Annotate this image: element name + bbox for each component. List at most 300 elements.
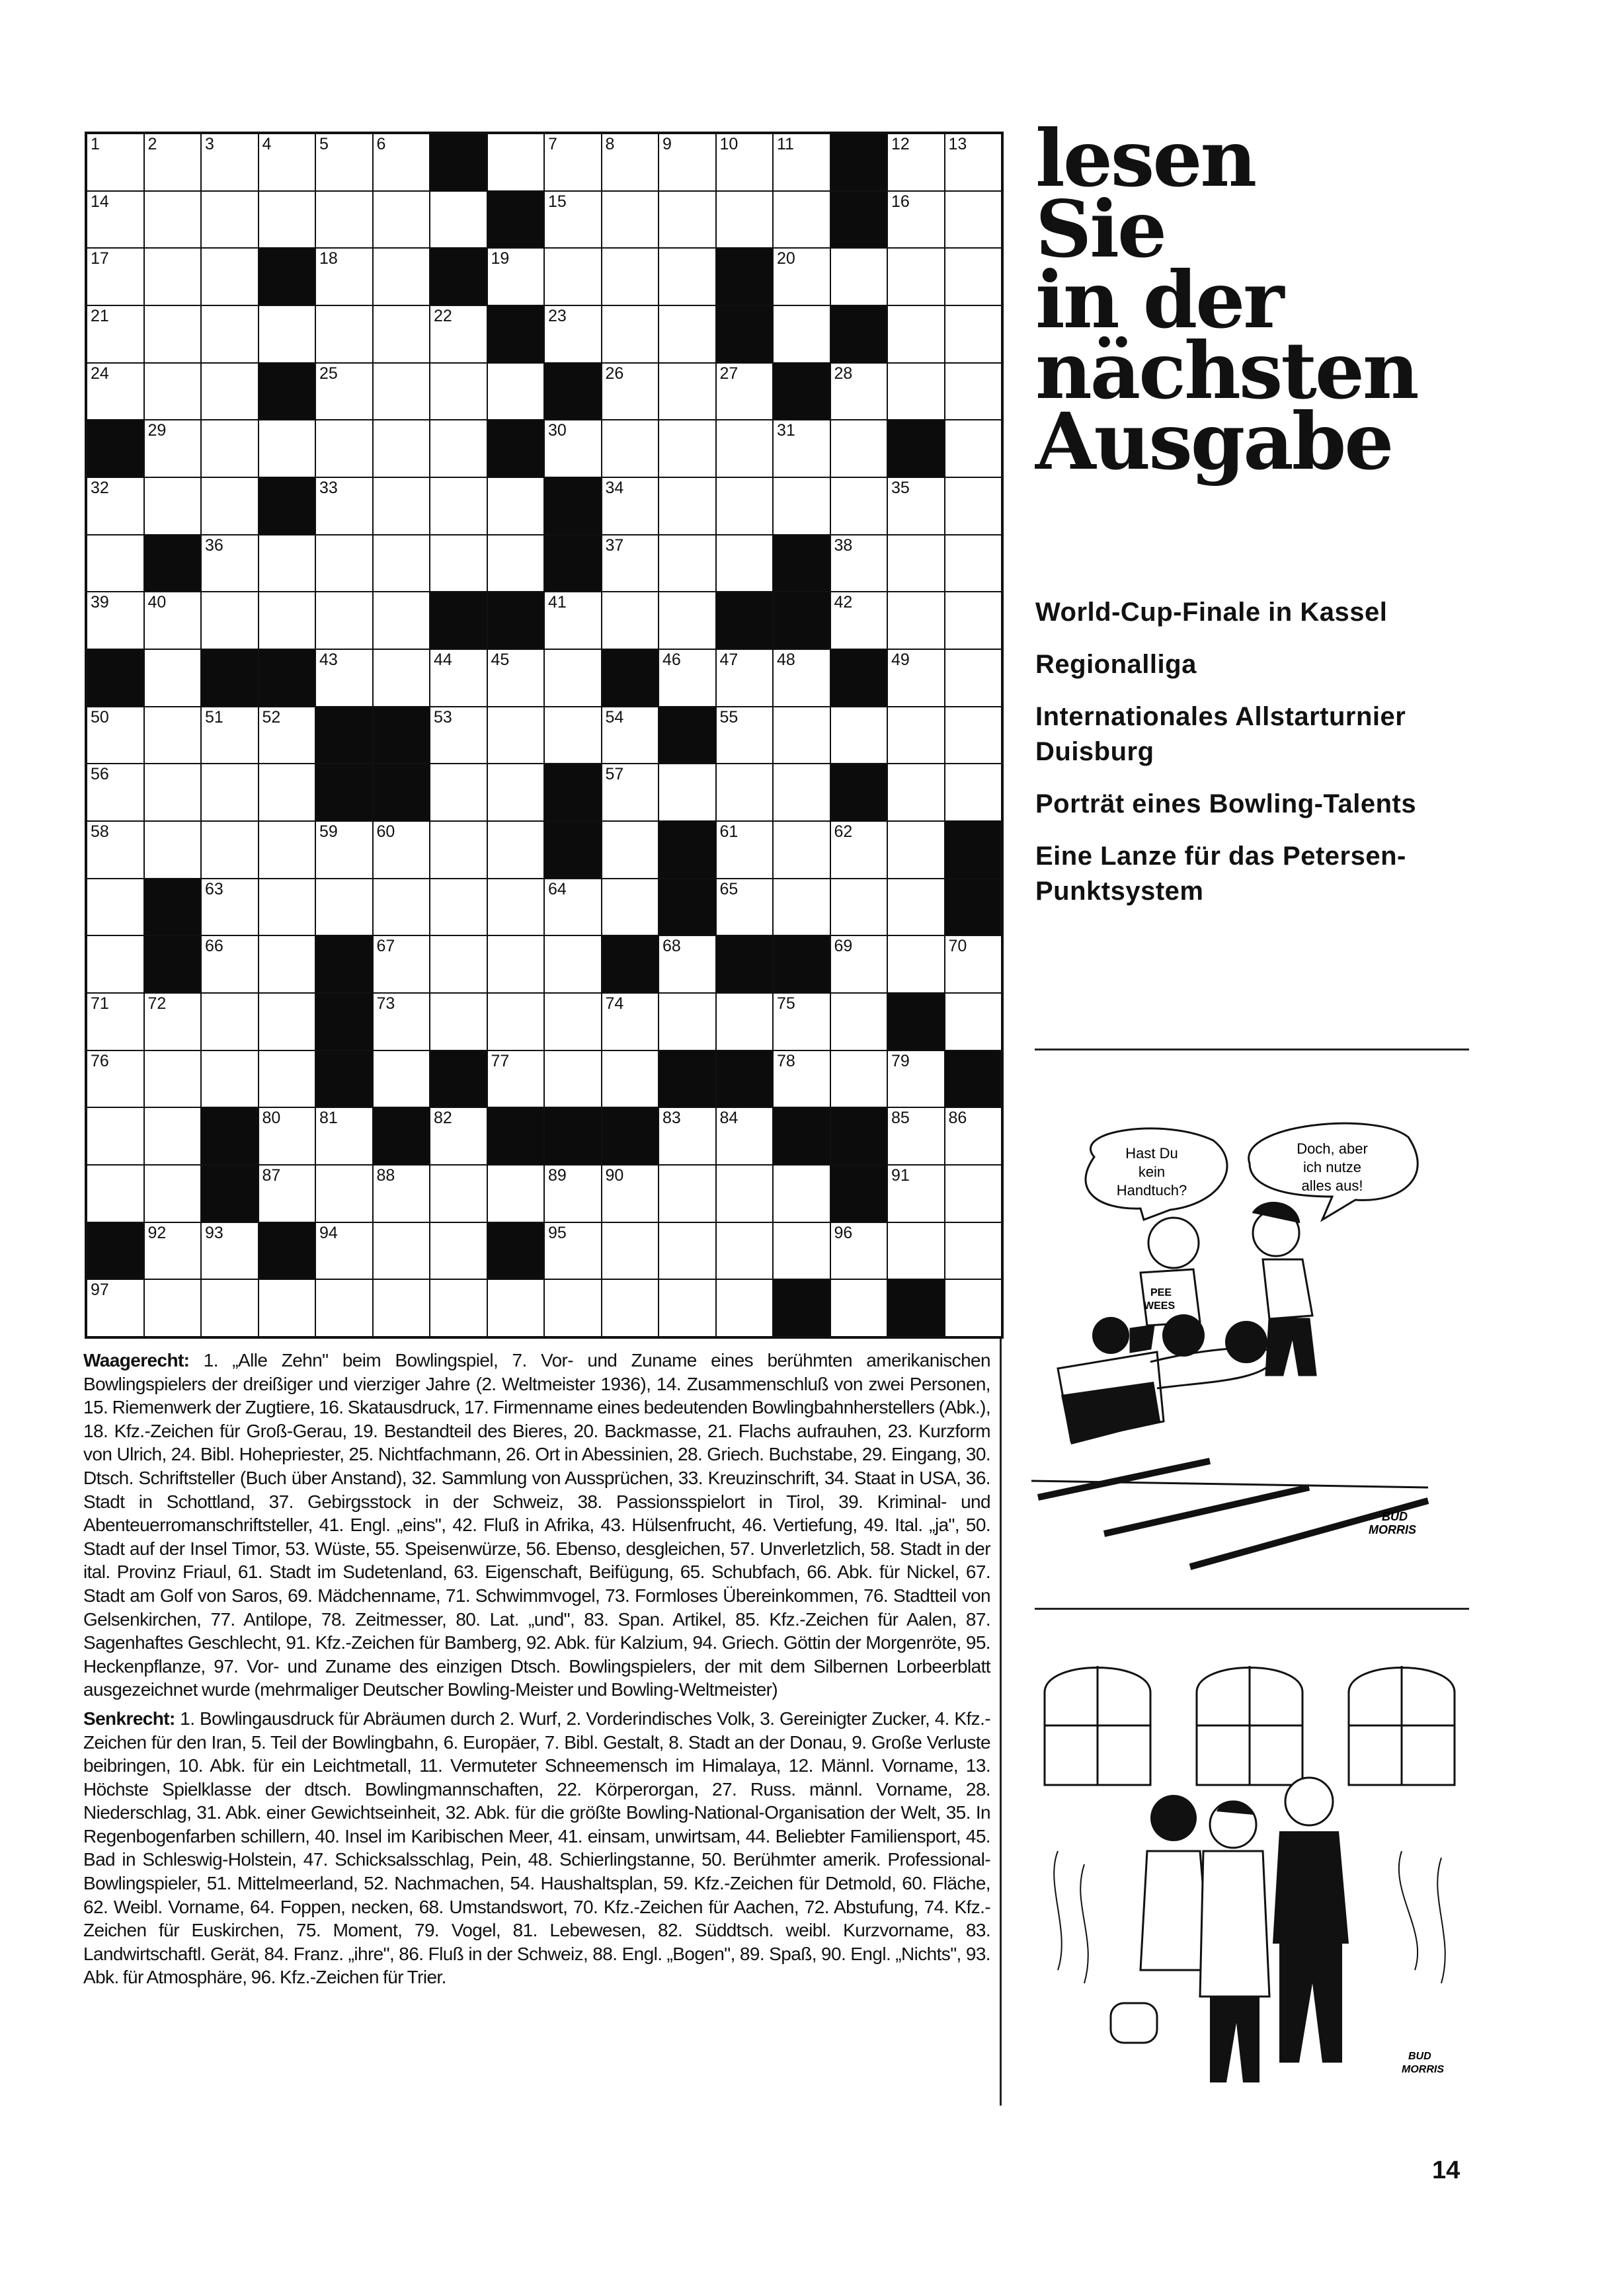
crossword-cell[interactable]: [87, 249, 143, 305]
crossword-cell[interactable]: [831, 1280, 887, 1336]
crossword-cell[interactable]: [888, 764, 944, 820]
across-text: 1. „Alle Zehn" beim Bowlingspiel, 7. Vor- und Zuname eines berühmten amerikanischen Bowlingspielers der dreißiger und vierziger Jahre (2. Weltmeister 1936), 14. Zusammenschluß von zwei Personen, 15. Riemenwerk der Zugtiere, 16. Skatausdruck, 17. Firmenname eines bedeutenden Bowlingbahnherstellers (Abk.), 18. Kfz.-Zeichen für Groß-Gerau, 19. Bestandteil des Bieres, 20. Backmasse, 21. Flachs aufrauhen, 23. Kurzform von Ulrich, 24. Bibl. Hohepriester, 25. Nichtfachmann, 26. Ort in Abessinien, 28. Griech. Buchstabe, 29. Eingang, 30. Dtsch. Schriftsteller (Buch über Anstand), 32. Sammlung von Aussprüchen, 33. Kreuzinschrift, 34. Staat in USA, 36. Stadt in Schottland, 37. Gebirgsstock in der Schweiz, 38. Passionsspielort in Tirol, 39. Kriminal- und Abenteuerromanschriftsteller, 41. Engl. „eins", 42. Fluß in Afrika, 43. Hülsenfrucht, 46. Vertiefung, 49. Ital. „ja", 50. Stadt auf der Insel Timor, 53. Wüste, 55. Speisenwürze, 56. Ebenso, desgleichen, 57. Unverletzlich, 58. Stadt in der ital. Provinz Friaul, 61. Stadt im Sudetenland, 63. Eigenschaft, Beifügung, 65. Schubfach, 66. Abk. für Nickel, 67. Stadt am Golf von Saros, 69. Mädchenname, 71. Schwimmvogel, 73. Formloses Übereinkommen, 76. Stadtteil von Gelsenkirchen, 77. Antilope, 78. Zeitmesser, 80. Lat. „und", 83. Span. Artikel, 85. Kfz.-Zeichen für Aalen, 87. Sagenhaftes Geschlecht, 91. Kfz.-Zeichen für Bamberg, 92. Abk. für Kalzium, 94. Griech. Göttin der Morgenröte, 95. Heckenpflanze, 97. Vor- und Zuname des einzigen Dtsch. Bowlingspielers, der mit dem Silbernen Lorbeerblatt ausgezeichnet wurde (mehrmaliger Deutscher Bowling-Meister und Bowling-Weltmeister): [83, 1350, 990, 1700]
crossword-cell[interactable]: [259, 420, 315, 477]
crossword-cell[interactable]: [945, 306, 1002, 362]
crossword-cell[interactable]: [87, 592, 143, 649]
crossword-black-cell: [774, 936, 830, 992]
crossword-cell[interactable]: [202, 707, 258, 764]
crossword-cell[interactable]: [602, 994, 659, 1050]
crossword-cell[interactable]: [659, 249, 715, 305]
crossword-cell[interactable]: [430, 879, 487, 935]
crossword-cell[interactable]: [945, 1166, 1002, 1222]
crossword-cell[interactable]: [602, 134, 659, 190]
crossword-cell[interactable]: [888, 650, 944, 706]
crossword-cell[interactable]: [488, 822, 544, 878]
crossword-cell[interactable]: [717, 707, 773, 764]
crossword-cell[interactable]: [659, 134, 715, 190]
crossword-cell[interactable]: [888, 936, 944, 992]
crossword-cell[interactable]: [945, 1223, 1002, 1279]
crossword-cell[interactable]: [488, 879, 544, 935]
crossword-cell[interactable]: [831, 249, 887, 305]
crossword-black-cell: [87, 650, 143, 706]
crossword-cell[interactable]: [202, 764, 258, 820]
crossword-cell[interactable]: [945, 249, 1002, 305]
crossword-cell[interactable]: [145, 994, 201, 1050]
crossword-cell[interactable]: [316, 1108, 372, 1164]
crossword-cell[interactable]: [888, 1166, 944, 1222]
crossword-cell[interactable]: [430, 1108, 487, 1164]
crossword-cell[interactable]: [888, 535, 944, 592]
crossword-cell[interactable]: [945, 650, 1002, 706]
crossword-cell[interactable]: [374, 1280, 430, 1336]
crossword-cell[interactable]: [545, 650, 601, 706]
crossword-cell[interactable]: [145, 1166, 201, 1222]
crossword-cell[interactable]: [87, 822, 143, 878]
crossword-cell[interactable]: [717, 192, 773, 248]
crossword-cell[interactable]: [659, 192, 715, 248]
crossword-cell[interactable]: [316, 1223, 372, 1279]
crossword-cell[interactable]: [888, 1108, 944, 1164]
crossword-cell[interactable]: [602, 1166, 659, 1222]
crossword-cell[interactable]: [430, 936, 487, 992]
crossword-cell[interactable]: [545, 994, 601, 1050]
crossword-cell[interactable]: [831, 879, 887, 935]
crossword-cell[interactable]: [717, 1108, 773, 1164]
crossword-cell[interactable]: [945, 1280, 1002, 1336]
crossword-cell[interactable]: [488, 134, 544, 190]
crossword-cell[interactable]: [316, 592, 372, 649]
crossword-cell[interactable]: [145, 707, 201, 764]
clue-number: 10: [719, 135, 739, 153]
crossword-cell[interactable]: [602, 420, 659, 477]
crossword-cell[interactable]: [831, 420, 887, 477]
crossword-cell[interactable]: [488, 1280, 544, 1336]
crossword-cell[interactable]: [202, 535, 258, 592]
crossword-cell[interactable]: [202, 192, 258, 248]
crossword-cell[interactable]: [545, 249, 601, 305]
crossword-cell[interactable]: [374, 249, 430, 305]
crossword-cell[interactable]: [374, 1051, 430, 1107]
crossword-cell[interactable]: [374, 994, 430, 1050]
crossword-cell[interactable]: [602, 306, 659, 362]
crossword-cell[interactable]: [659, 592, 715, 649]
crossword-cell[interactable]: [888, 1051, 944, 1107]
crossword-cell[interactable]: [316, 1280, 372, 1336]
crossword-cell[interactable]: [145, 1051, 201, 1107]
crossword-cell[interactable]: [87, 535, 143, 592]
crossword-cell[interactable]: [488, 478, 544, 534]
crossword-cell[interactable]: [430, 707, 487, 764]
crossword-black-cell: [259, 364, 315, 420]
crossword-cell[interactable]: [831, 364, 887, 420]
crossword-cell[interactable]: [145, 420, 201, 477]
crossword-cell[interactable]: [945, 364, 1002, 420]
crossword-cell[interactable]: [774, 879, 830, 935]
crossword-cell[interactable]: [316, 535, 372, 592]
crossword-cell[interactable]: [316, 478, 372, 534]
crossword-cell[interactable]: [774, 1223, 830, 1279]
crossword-cell[interactable]: [202, 249, 258, 305]
crossword-cell[interactable]: [888, 364, 944, 420]
crossword-black-cell: [202, 1166, 258, 1222]
crossword-cell[interactable]: [430, 478, 487, 534]
crossword-cell[interactable]: [145, 249, 201, 305]
crossword-cell[interactable]: [717, 1166, 773, 1222]
crossword-cell[interactable]: [87, 936, 143, 992]
crossword-cell[interactable]: [545, 420, 601, 477]
clue-number: 83: [662, 1109, 681, 1128]
crossword-cell[interactable]: [202, 1280, 258, 1336]
crossword-cell[interactable]: [145, 1223, 201, 1279]
crossword-cell[interactable]: [316, 192, 372, 248]
crossword-cell[interactable]: [659, 535, 715, 592]
crossword-cell[interactable]: [145, 134, 201, 190]
crossword-cell[interactable]: [430, 364, 487, 420]
crossword-cell[interactable]: [602, 478, 659, 534]
crossword-cell[interactable]: [316, 249, 372, 305]
crossword-cell[interactable]: [202, 592, 258, 649]
crossword-cell[interactable]: [888, 192, 944, 248]
crossword-cell[interactable]: [202, 134, 258, 190]
crossword-cell[interactable]: [259, 306, 315, 362]
crossword-cell[interactable]: [831, 994, 887, 1050]
crossword-cell[interactable]: [545, 134, 601, 190]
crossword-cell[interactable]: [831, 1051, 887, 1107]
crossword-cell[interactable]: [87, 1051, 143, 1107]
crossword-cell[interactable]: [774, 306, 830, 362]
crossword-cell[interactable]: [945, 592, 1002, 649]
crossword-cell[interactable]: [488, 707, 544, 764]
crossword-cell[interactable]: [774, 650, 830, 706]
crossword-cell[interactable]: [430, 1223, 487, 1279]
crossword-cell[interactable]: [774, 994, 830, 1050]
crossword-cell[interactable]: [259, 134, 315, 190]
crossword-cell[interactable]: [145, 478, 201, 534]
crossword-cell[interactable]: [717, 1280, 773, 1336]
crossword-cell[interactable]: [87, 994, 143, 1050]
crossword-cell[interactable]: [145, 650, 201, 706]
crossword-cell[interactable]: [374, 478, 430, 534]
crossword-cell[interactable]: [717, 822, 773, 878]
crossword-cell[interactable]: [659, 936, 715, 992]
crossword-cell[interactable]: [774, 249, 830, 305]
crossword-cell[interactable]: [145, 1108, 201, 1164]
next-issue-heading: [1035, 112, 1418, 487]
crossword-cell[interactable]: [374, 936, 430, 992]
crossword-cell[interactable]: [545, 1280, 601, 1336]
crossword-cell[interactable]: [545, 879, 601, 935]
crossword-cell[interactable]: [659, 650, 715, 706]
lane-lines: [1031, 1461, 1428, 1567]
clue-number: 59: [319, 822, 338, 841]
crossword-cell[interactable]: [87, 1166, 143, 1222]
crossword-cell[interactable]: [945, 764, 1002, 820]
crossword-cell[interactable]: [374, 535, 430, 592]
crossword-cell[interactable]: [945, 535, 1002, 592]
crossword-cell[interactable]: [602, 879, 659, 935]
clue-number: 50: [91, 707, 109, 727]
crossword-cell[interactable]: [774, 478, 830, 534]
crossword-cell[interactable]: [945, 1108, 1002, 1164]
crossword-cell[interactable]: [316, 650, 372, 706]
crossword-cell[interactable]: [602, 1280, 659, 1336]
crossword-cell[interactable]: [831, 707, 887, 764]
crossword-cell[interactable]: [774, 134, 830, 190]
crossword-cell[interactable]: [888, 822, 944, 878]
crossword-cell[interactable]: [374, 1223, 430, 1279]
crossword-cell[interactable]: [888, 707, 944, 764]
crossword-cell[interactable]: [87, 478, 143, 534]
crossword-cell[interactable]: [202, 306, 258, 362]
crossword-cell[interactable]: [430, 420, 487, 477]
crossword-cell[interactable]: [545, 1166, 601, 1222]
crossword-cell[interactable]: [202, 994, 258, 1050]
crossword-cell[interactable]: [488, 1166, 544, 1222]
crossword-cell[interactable]: [87, 192, 143, 248]
crossword-cell[interactable]: [145, 364, 201, 420]
crossword-cell[interactable]: [831, 822, 887, 878]
crossword-cell[interactable]: [374, 650, 430, 706]
crossword-cell[interactable]: [202, 879, 258, 935]
crossword-cell[interactable]: [602, 249, 659, 305]
crossword-cell[interactable]: [374, 364, 430, 420]
clue-number: 32: [91, 478, 109, 497]
crossword-cell[interactable]: [717, 420, 773, 477]
crossword-cell[interactable]: [945, 478, 1002, 534]
crossword-cell[interactable]: [545, 936, 601, 992]
crossword-cell[interactable]: [430, 1166, 487, 1222]
crossword-cell[interactable]: [87, 364, 143, 420]
crossword-cell[interactable]: [316, 879, 372, 935]
crossword-cell[interactable]: [145, 306, 201, 362]
crossword-cell[interactable]: [659, 364, 715, 420]
crossword-cell[interactable]: [888, 478, 944, 534]
crossword-cell[interactable]: [430, 192, 487, 248]
crossword-cell[interactable]: [831, 592, 887, 649]
crossword-cell[interactable]: [488, 1051, 544, 1107]
crossword-cell[interactable]: [774, 707, 830, 764]
crossword-cell[interactable]: [202, 822, 258, 878]
artist-signature: MORRIS: [1402, 2064, 1444, 2075]
crossword-cell[interactable]: [602, 707, 659, 764]
crossword-cell[interactable]: [888, 249, 944, 305]
crossword-cell[interactable]: [259, 994, 315, 1050]
crossword-cell[interactable]: [87, 879, 143, 935]
heading-line: Ausgabe: [1035, 395, 1392, 487]
crossword-cell[interactable]: [945, 936, 1002, 992]
crossword-cell[interactable]: [717, 1223, 773, 1279]
crossword-cell[interactable]: [145, 592, 201, 649]
crossword-cell[interactable]: [602, 822, 659, 878]
crossword-cell[interactable]: [430, 535, 487, 592]
crossword-cell[interactable]: [202, 1051, 258, 1107]
crossword-cell[interactable]: [659, 994, 715, 1050]
clue-number: 35: [891, 478, 910, 497]
crossword-cell[interactable]: [374, 822, 430, 878]
crossword-cell[interactable]: [259, 822, 315, 878]
crossword-cell[interactable]: [259, 1280, 315, 1336]
crossword-cell[interactable]: [488, 650, 544, 706]
crossword-cell[interactable]: [717, 650, 773, 706]
crossword-cell[interactable]: [145, 1280, 201, 1336]
crossword-cell[interactable]: [374, 592, 430, 649]
crossword-cell[interactable]: [145, 822, 201, 878]
crossword-black-cell: [659, 707, 715, 764]
crossword-cell[interactable]: [430, 306, 487, 362]
clue-number: 69: [834, 937, 853, 956]
crossword-cell[interactable]: [374, 306, 430, 362]
crossword-cell[interactable]: [888, 134, 944, 190]
crossword-cell[interactable]: [602, 1051, 659, 1107]
crossword-cell[interactable]: [259, 592, 315, 649]
crossword-cell[interactable]: [202, 478, 258, 534]
crossword-cell[interactable]: [259, 1108, 315, 1164]
crossword-cell[interactable]: [717, 994, 773, 1050]
crossword-cell[interactable]: [602, 192, 659, 248]
crossword-cell[interactable]: [87, 1280, 143, 1336]
clue-number: 23: [548, 306, 567, 325]
crossword-cell[interactable]: [545, 707, 601, 764]
crossword-cell[interactable]: [374, 879, 430, 935]
crossword-cell[interactable]: [488, 994, 544, 1050]
clue-number: 38: [834, 535, 853, 555]
crossword-cell[interactable]: [259, 192, 315, 248]
crossword-cell[interactable]: [488, 936, 544, 992]
crossword-cell[interactable]: [602, 535, 659, 592]
crossword-cell[interactable]: [945, 994, 1002, 1050]
crossword-cell[interactable]: [87, 707, 143, 764]
crossword-cell[interactable]: [659, 306, 715, 362]
crossword-cell[interactable]: [717, 535, 773, 592]
crossword-cell[interactable]: [259, 535, 315, 592]
crossword-cell[interactable]: [87, 134, 143, 190]
crossword-cell[interactable]: [430, 1280, 487, 1336]
crossword-cell[interactable]: [259, 1051, 315, 1107]
crossword-cell[interactable]: [888, 306, 944, 362]
crossword-cell[interactable]: [430, 764, 487, 820]
crossword-cell[interactable]: [831, 936, 887, 992]
crossword-cell[interactable]: [774, 822, 830, 878]
crossword-cell[interactable]: [545, 592, 601, 649]
clue-number: 74: [605, 994, 624, 1013]
clue-number: 12: [891, 135, 910, 153]
crossword-cell[interactable]: [259, 879, 315, 935]
crossword-cell[interactable]: [87, 1108, 143, 1164]
crossword-cell[interactable]: [659, 1223, 715, 1279]
crossword-black-cell: [374, 764, 430, 820]
crossword-cell[interactable]: [659, 1166, 715, 1222]
crossword-cell[interactable]: [430, 822, 487, 878]
crossword-cell[interactable]: [659, 478, 715, 534]
crossword-cell[interactable]: [945, 134, 1002, 190]
crossword-cell[interactable]: [774, 192, 830, 248]
crossword-cell[interactable]: [316, 420, 372, 477]
crossword-black-cell: [430, 134, 487, 190]
crossword-cell[interactable]: [259, 1166, 315, 1222]
crossword-cell[interactable]: [488, 535, 544, 592]
crossword-cell[interactable]: [488, 764, 544, 820]
crossword-cell[interactable]: [831, 1223, 887, 1279]
clue-number: 64: [548, 879, 567, 898]
crossword-black-cell: [545, 764, 601, 820]
crossword-cell[interactable]: [888, 592, 944, 649]
crossword-cell[interactable]: [774, 420, 830, 477]
crossword-cell[interactable]: [888, 879, 944, 935]
crossword-cell[interactable]: [87, 306, 143, 362]
crossword-cell[interactable]: [202, 936, 258, 992]
crossword-cell[interactable]: [831, 535, 887, 592]
crossword-cell[interactable]: [202, 1223, 258, 1279]
crossword-cell[interactable]: [374, 420, 430, 477]
crossword-cell[interactable]: [602, 764, 659, 820]
crossword-cell[interactable]: [717, 478, 773, 534]
crossword-cell[interactable]: [430, 650, 487, 706]
crossword-cell[interactable]: [202, 420, 258, 477]
crossword-cell[interactable]: [602, 1223, 659, 1279]
crossword-cell[interactable]: [259, 707, 315, 764]
crossword-cell[interactable]: [316, 822, 372, 878]
crossword-cell[interactable]: [774, 1051, 830, 1107]
crossword-black-cell: [202, 650, 258, 706]
crossword-cell[interactable]: [545, 192, 601, 248]
crossword-cell[interactable]: [717, 134, 773, 190]
crossword-cell[interactable]: [602, 364, 659, 420]
crossword-cell[interactable]: [659, 1108, 715, 1164]
crossword-cell[interactable]: [488, 249, 544, 305]
crossword-cell[interactable]: [888, 1223, 944, 1279]
crossword-cell[interactable]: [659, 764, 715, 820]
clue-number: 39: [91, 593, 109, 612]
crossword-cell[interactable]: [145, 764, 201, 820]
crossword-cell[interactable]: [945, 420, 1002, 477]
crossword-cell[interactable]: [259, 764, 315, 820]
crossword-cell[interactable]: [488, 364, 544, 420]
crossword-cell[interactable]: [831, 478, 887, 534]
crossword-cell[interactable]: [259, 936, 315, 992]
crossword-cell[interactable]: [602, 592, 659, 649]
crossword-black-cell: [316, 707, 372, 764]
clue-number: 30: [548, 421, 567, 440]
crossword-cell[interactable]: [202, 364, 258, 420]
clue-number: 55: [719, 707, 739, 727]
crossword-cell[interactable]: [945, 707, 1002, 764]
artist-signature: BUD: [1382, 1510, 1408, 1523]
crossword-cell[interactable]: [374, 1166, 430, 1222]
crossword-cell[interactable]: [545, 1223, 601, 1279]
crossword-cell[interactable]: [545, 1051, 601, 1107]
crossword-cell[interactable]: [430, 994, 487, 1050]
crossword-cell[interactable]: [316, 134, 372, 190]
topic-item: Eine Lanze für das Petersen-Punktsystem: [1035, 842, 1406, 906]
crossword-cell[interactable]: [316, 1166, 372, 1222]
crossword-cell[interactable]: [316, 364, 372, 420]
crossword-cell[interactable]: [316, 306, 372, 362]
clue-number: 34: [605, 478, 624, 497]
crossword-cell[interactable]: [145, 192, 201, 248]
crossword-cell[interactable]: [87, 764, 143, 820]
crossword-cell[interactable]: [374, 134, 430, 190]
crossword-cell[interactable]: [717, 764, 773, 820]
crossword-cell[interactable]: [717, 879, 773, 935]
crossword-cell[interactable]: [659, 1280, 715, 1336]
crossword-cell[interactable]: [717, 364, 773, 420]
crossword-cell[interactable]: [774, 1166, 830, 1222]
crossword-cell[interactable]: [659, 420, 715, 477]
crossword-cell[interactable]: [374, 192, 430, 248]
crossword-cell[interactable]: [774, 764, 830, 820]
crossword-cell[interactable]: [545, 306, 601, 362]
crossword-cell[interactable]: [945, 192, 1002, 248]
